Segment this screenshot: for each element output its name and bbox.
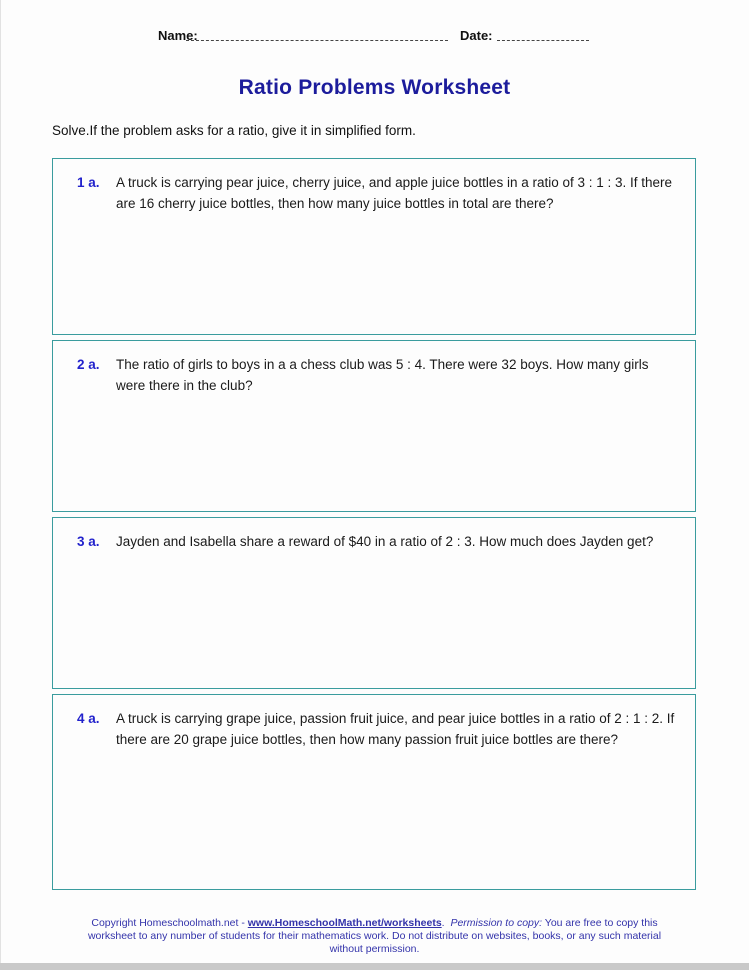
problem-number: 2 a. [77,357,100,372]
footer-permission-label: Permission to copy: [450,917,543,929]
problem-text: A truck is carrying grape juice, passion fruit juice, and pear juice bottles in a ratio of 2 : 1 : 2. If there are 20 grape juice bottles, then how many passion fruit juice bottles are there? [116,711,675,747]
problem-box-3 [52,517,696,689]
name-blank-line [186,26,448,41]
problem-text: Jayden and Isabella share a reward of $40 in a ratio of 2 : 3. How much does Jayden get? [116,534,654,549]
problem-box-1 [52,158,696,335]
problem-text: The ratio of girls to boys in a a chess club was 5 : 4. There were 32 boys. How many girls were there in the club? [116,357,649,393]
problem-text: A truck is carrying pear juice, cherry juice, and apple juice bottles in a ratio of 3 : 1 : 3. If there are 16 cherry juice bottles, then how many juice bottles in total are there? [116,175,673,211]
problem-box-2 [52,340,696,512]
footer-permission-text: You are free to copy this worksheet to any number of students for their mathematics work. Do not distribute on websites, books, or any such material without permission. [87,917,662,955]
footer-copyright-prefix: Copyright Homeschoolmath.net - [91,917,248,929]
problem-number: 4 a. [77,711,100,726]
name-label: Name: [158,28,198,43]
instructions-text: Solve.If the problem asks for a ratio, give it in simplified form. [52,123,416,138]
problems-list [52,158,696,895]
date-label: Date: [460,28,493,43]
bottom-gray-bar [0,963,749,970]
page-left-edge-line [0,0,1,963]
footer-worksheets-link[interactable]: www.HomeschoolMath.net/worksheets [247,917,442,929]
name-date-header [0,26,749,46]
page-title: Ratio Problems Worksheet [238,76,511,99]
footer-copyright-text [81,917,669,956]
problem-number: 1 a. [77,175,100,190]
footer [0,917,749,957]
problem-number: 3 a. [77,534,100,549]
date-blank-line [497,26,589,41]
problem-box-4 [52,694,696,890]
footer-after-link: . [441,917,451,929]
